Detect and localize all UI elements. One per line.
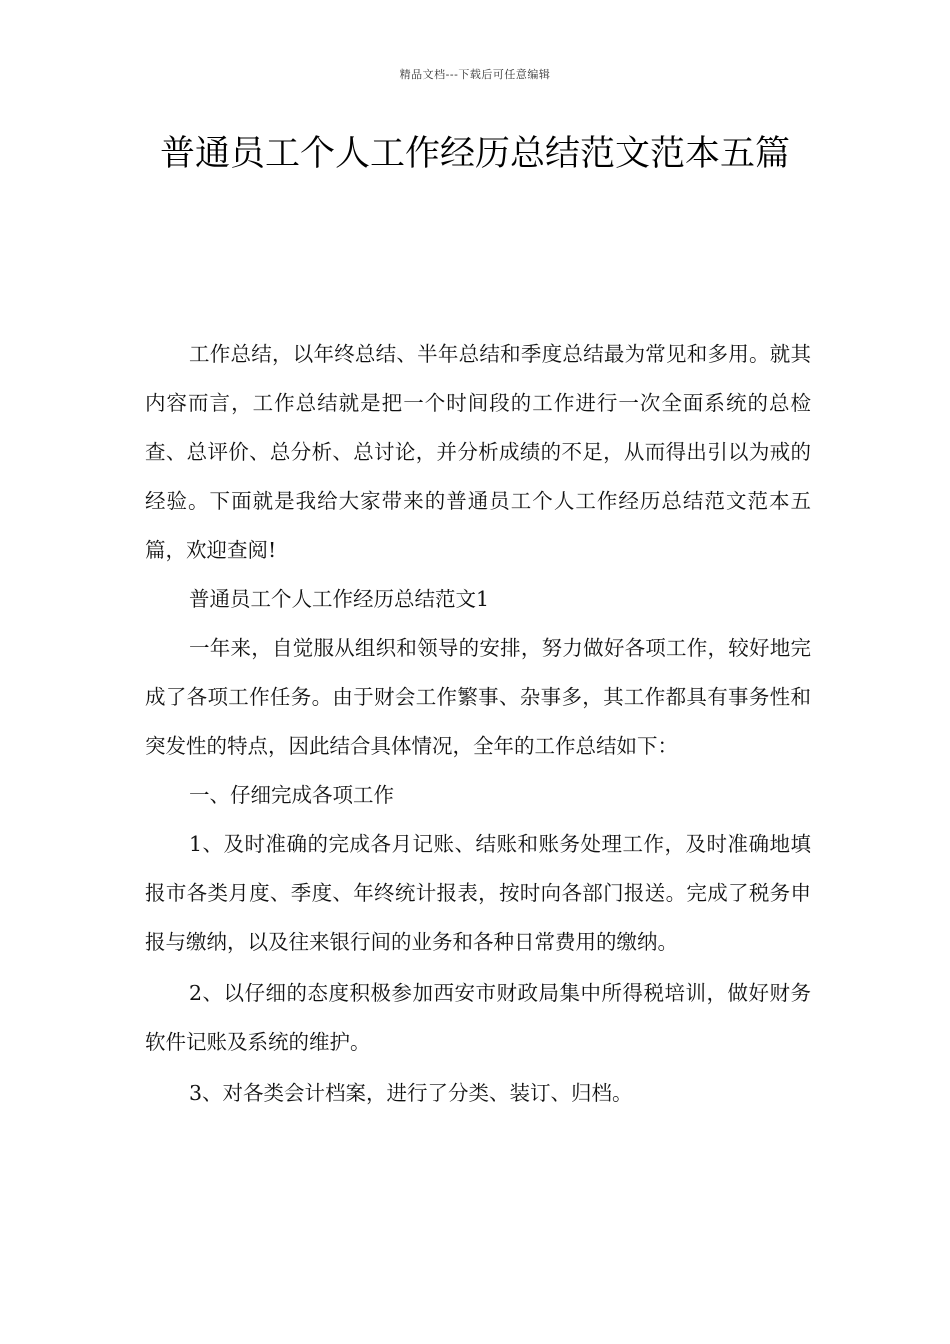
document-title: 普通员工个人工作经历总结范文范本五篇 bbox=[159, 134, 790, 174]
list-item: 3、对各类会计档案，进行了分类、装订、归档。 bbox=[189, 1081, 633, 1105]
intro-paragraph: 工作总结，以年终总结、半年总结和季度总结最为常见和多用。就其内容而言，工作总结就是把一个时间段的工作进行一次全面系统的总检查、总评价、总分析、总讨论，并分析成绩的不足，从而得出引以为戒的经验。下面就是我给大家带来的普通员工个人工作经历总结范文范本五篇，欢迎查阅! bbox=[145, 342, 811, 562]
document-body bbox=[145, 330, 811, 1118]
list-item: 1、及时准确的完成各月记账、结账和账务处理工作，及时准确地填报市各类月度、季度、年终统计报表，按时向各部门报送。完成了税务申报与缴纳，以及往来银行间的业务和各种日常费用的缴纳。 bbox=[145, 832, 811, 954]
subsection-heading: 一、仔细完成各项工作 bbox=[189, 783, 394, 807]
header-note: 精品文档---下载后可任意编辑 bbox=[399, 68, 551, 81]
section-heading: 普通员工个人工作经历总结范文1 bbox=[189, 587, 490, 611]
list-item: 2、以仔细的态度积极参加西安市财政局集中所得税培训，做好财务软件记账及系统的维护。 bbox=[145, 981, 811, 1054]
body-paragraph: 一年来，自觉服从组织和领导的安排，努力做好各项工作，较好地完成了各项工作任务。由于财会工作繁事、杂事多，其工作都具有事务性和突发性的特点，因此结合具体情况，全年的工作总结如下： bbox=[145, 636, 811, 758]
